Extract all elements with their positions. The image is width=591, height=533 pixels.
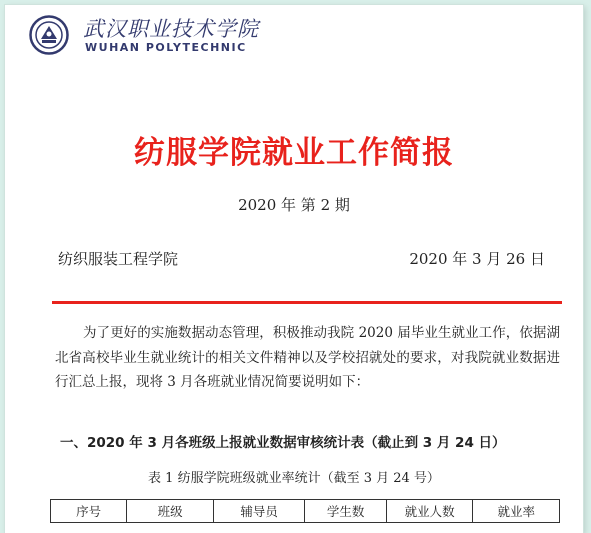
- col-header-index: 序号: [51, 500, 127, 523]
- col-header-counselor: 辅导员: [213, 500, 305, 523]
- school-name-cn: 武汉职业技术学院: [83, 17, 259, 41]
- col-header-employment-rate: 就业率: [473, 500, 560, 523]
- col-header-class: 班级: [127, 500, 214, 523]
- col-header-employed-count: 就业人数: [386, 500, 473, 523]
- issue-number: 2020 年 第 2 期: [238, 196, 350, 214]
- table-caption: 表 1 纺服学院班级就业率统计（截至 3 月 24 号）: [148, 471, 440, 486]
- employment-stats-table: [50, 499, 560, 523]
- publish-date: 2020 年 3 月 26 日: [409, 250, 545, 268]
- school-name-en: WUHAN POLYTECHNIC: [85, 41, 247, 54]
- school-emblem-icon: [29, 15, 69, 55]
- document-page: [5, 5, 583, 533]
- bulletin-title: 纺服学院就业工作简报: [134, 135, 454, 171]
- col-header-student-count: 学生数: [305, 500, 386, 523]
- college-name: 纺织服装工程学院: [58, 250, 179, 268]
- intro-paragraph: 为了更好的实施数据动态管理，积极推动我院 2020 届毕业生就业工作，依据湖北省高校毕业生就业统计的相关文件精神以及学校招就处的要求，对我院就业数据进行汇总上报，现将 3 月各班就业情况简要说明如下：: [55, 325, 560, 390]
- section-heading: 一、2020 年 3 月各班级上报就业数据审核统计表（截止到 3 月 24 日）: [60, 435, 506, 451]
- red-divider: [52, 301, 562, 304]
- table-header-row: [51, 500, 560, 523]
